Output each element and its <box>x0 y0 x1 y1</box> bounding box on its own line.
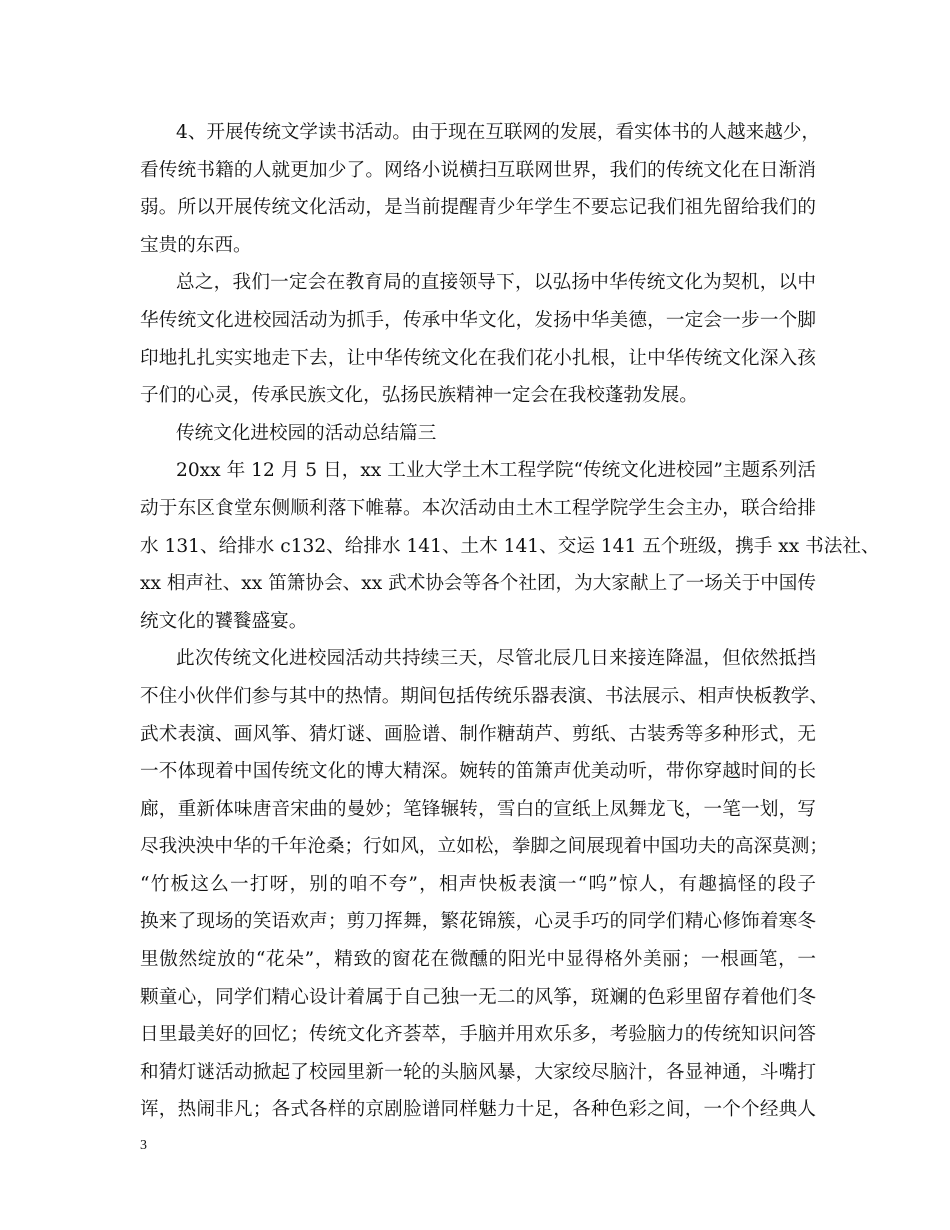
paragraph-line: 动于东区食堂东侧顺利落下帷幕。本次活动由土木工程学院学生会主办，联合给排 <box>140 497 816 519</box>
page-number: 3 <box>140 1138 147 1153</box>
paragraph-line: 日里最美好的回忆；传统文化齐荟萃，手脑并用欢乐多，考验脑力的传统知识问答 <box>140 1024 816 1046</box>
paragraph-line: 和猜灯谜活动掀起了校园里新一轮的头脑风暴，大家绞尽脑汁，各显神通，斗嘴打 <box>140 1061 816 1083</box>
paragraph-line: 不住小伙伴们参与其中的热情。期间包括传统乐器表演、书法展示、相声快板教学、 <box>140 685 828 707</box>
paragraph-line: 廊，重新体味唐音宋曲的曼妙；笔锋辗转，雪白的宣纸上凤舞龙飞，一笔一划，写 <box>140 798 816 820</box>
paragraph-line: 尽我泱泱中华的千年沧桑；行如风，立如松，拳脚之间展现着中国功夫的高深莫测； <box>140 836 828 858</box>
paragraph-line: 武术表演、画风筝、猜灯谜、画脸谱、制作糖葫芦、剪纸、古装秀等多种形式，无 <box>140 723 816 745</box>
paragraph-line: 看传统书籍的人就更加少了。网络小说横扫互联网世界，我们的传统文化在日渐消 <box>140 159 816 181</box>
paragraph-line: “竹板这么一打呀，别的咱不夸”，相声快板表演一“呜”惊人，有趣搞怪的段子 <box>140 873 816 895</box>
paragraph-line: 弱。所以开展传统文化活动，是当前提醒青少年学生不要忘记我们祖先留给我们的 <box>140 197 816 219</box>
paragraph-line: 印地扎扎实实地走下去，让中华传统文化在我们花小扎根，让中华传统文化深入孩 <box>140 347 816 369</box>
paragraph-line: 华传统文化进校园活动为抓手，传承中华文化，发扬中华美德，一定会一步一个脚 <box>140 309 816 331</box>
paragraph-line: 颗童心，同学们精心设计着属于自己独一无二的风筝，斑斓的色彩里留存着他们冬 <box>140 986 816 1008</box>
paragraph-line: 统文化的饕餮盛宴。 <box>140 610 308 632</box>
paragraph-line: 4、开展传统文学读书活动。由于现在互联网的发展，看实体书的人越来越少， <box>176 122 821 143</box>
paragraph-line: 水 131、给排水 c132、给排水 141、土木 141、交运 141 五个班级，携手 xx 书法社、 <box>140 535 880 557</box>
paragraph-line: 一不体现着中国传统文化的博大精深。婉转的笛箫声优美动听，带你穿越时间的长 <box>140 761 816 783</box>
paragraph-line: 里傲然绽放的“花朵”，精致的窗花在微醺的阳光中显得格外美丽；一根画笔，一 <box>140 949 816 971</box>
paragraph-line: 此次传统文化进校园活动共持续三天，尽管北辰几日来接连降温，但依然抵挡 <box>176 648 816 670</box>
paragraph-line: 换来了现场的笑语欢声；剪刀挥舞，繁花锦簇，心灵手巧的同学们精心修饰着寒冬 <box>140 911 816 933</box>
paragraph-line: xx 相声社、xx 笛箫协会、xx 武术协会等各个社团，为大家献上了一场关于中国传 <box>140 573 816 595</box>
paragraph-line: 诨，热闹非凡；各式各样的京剧脸谱同样魅力十足，各种色彩之间，一个个经典人 <box>140 1099 816 1121</box>
section-heading: 传统文化进校园的活动总结篇三 <box>176 422 437 444</box>
document-body <box>140 114 880 1129</box>
paragraph-line: 总之，我们一定会在教育局的直接领导下，以弘扬中华传统文化为契机，以中 <box>176 272 816 294</box>
paragraph-line: 子们的心灵，传承民族文化，弘扬民族精神一定会在我校蓬勃发展。 <box>140 385 698 407</box>
paragraph-line: 宝贵的东西。 <box>140 234 252 256</box>
paragraph-line: 20xx 年 12 月 5 日，xx 工业大学土木工程学院“传统文化进校园”主题系列活 <box>176 460 816 482</box>
